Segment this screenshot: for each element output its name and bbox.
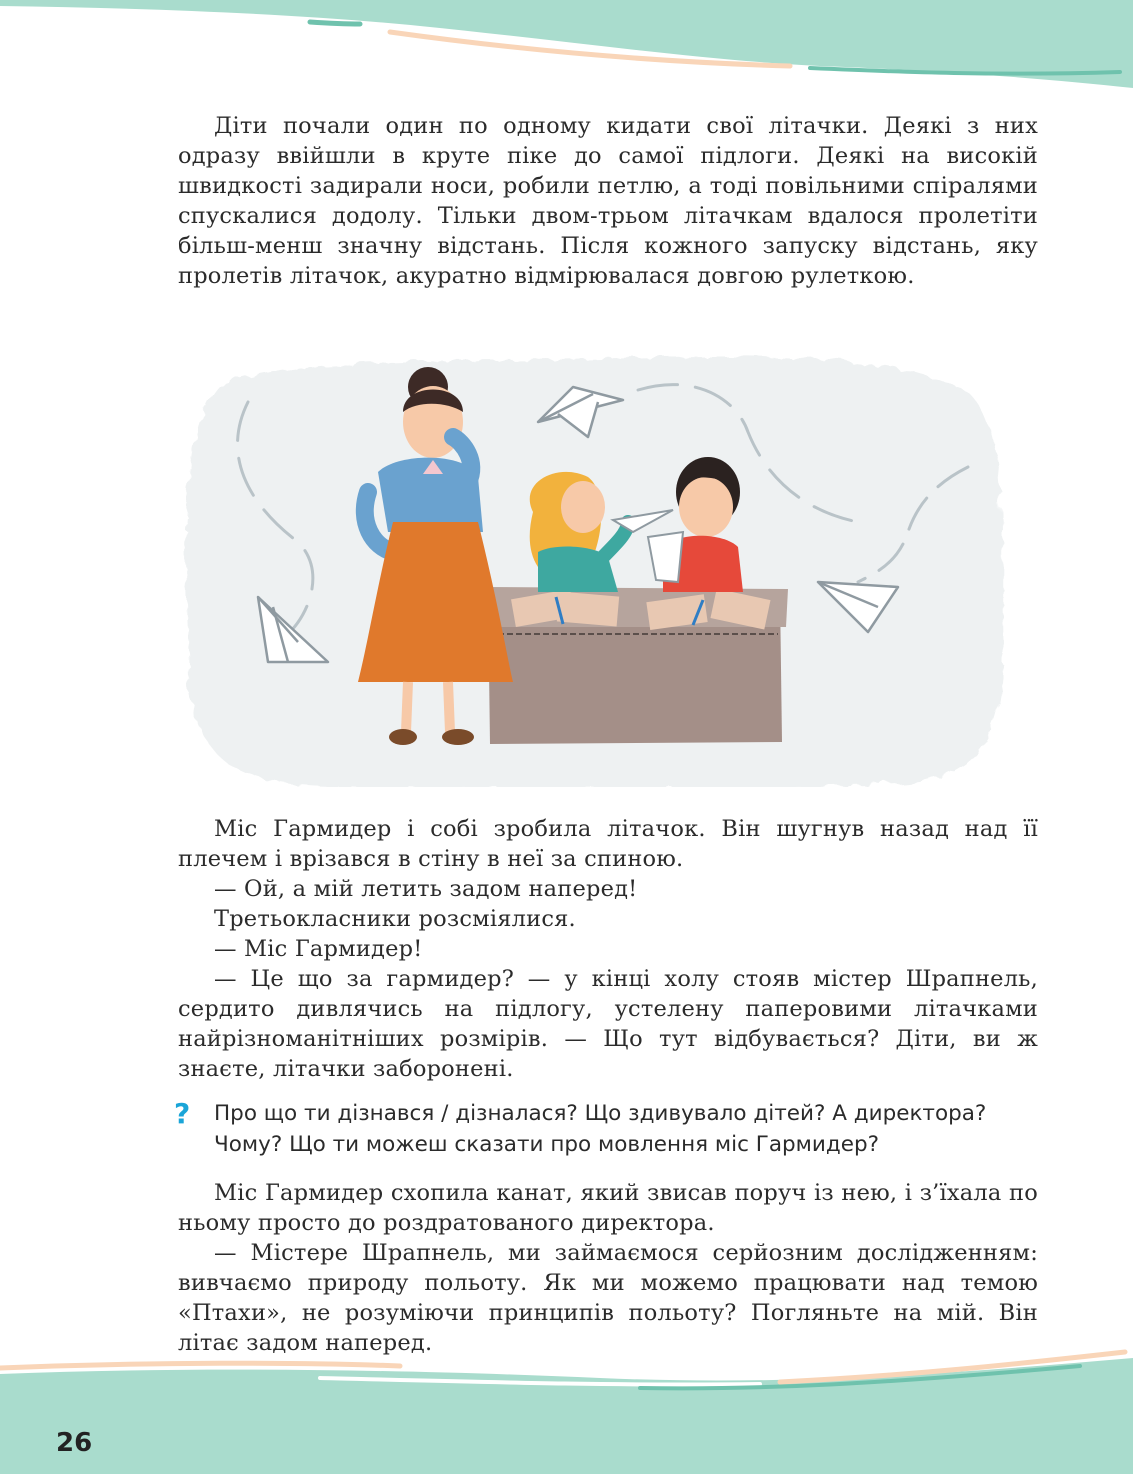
paragraph: — Ой, а мій летить задом наперед! xyxy=(214,876,638,902)
paragraph: — Містере Шрапнель, ми займаємося серйозним дослідженням: вивчаємо природу польоту. Як ми можемо працювати над темою «Птахи», не розуміючи принципів польоту? Погляньте на мій. Він літає задом наперед. xyxy=(178,1240,1038,1356)
paragraph: Третьокласники розсміялися. xyxy=(214,906,576,932)
classroom-illustration xyxy=(178,342,1008,787)
story-text-bottom xyxy=(178,1178,1038,1358)
paragraph: Міс Гармидер схопила канат, який звисав поруч із нею, і з’їхала по ньому просто до роздратованого директора. xyxy=(178,1180,1038,1236)
paragraph: — Міс Гармидер! xyxy=(214,936,423,962)
question-block xyxy=(174,1097,1058,1160)
top-decoration xyxy=(0,0,1133,100)
paragraph: Діти почали один по одному кидати свої літачки. Деякі з них одразу ввійшли в круте піке до самої підлоги. Деякі на високій швидкості задирали носи, робили петлю, а тоді повільними спіралями спускалися додолу. Тільки двом-трьом літачкам вдалося пролетіти більш-менш значну відстань. Після кожного запуску відстань, яку пролетів літачок, акуратно відмірювалася довгою рулеткою. xyxy=(178,113,1038,289)
bottom-decoration xyxy=(0,1344,1133,1474)
paragraph: — Це що за гармидер? — у кінці холу стояв містер Шрапнель, сердито дивлячись на підлогу, устелену паперовими літачками найрізноманітніших розмірів. — Що тут відбувається? Діти, ви ж знаєте, літачки заборонені. xyxy=(178,966,1038,1082)
story-text-top xyxy=(178,111,1038,291)
story-text-middle xyxy=(178,814,1038,1084)
page-number: 26 xyxy=(56,1428,93,1458)
desk xyxy=(483,587,788,744)
question-mark-icon: ? xyxy=(174,1097,191,1130)
paragraph: Міс Гармидер і собі зробила літачок. Він шугнув назад над її плечем і врізався в стіну в неї за спиною. xyxy=(178,816,1038,872)
question-text: Про що ти дізнався / дізналася? Що здивувало дітей? А директора? Чому? Що ти можеш сказати про мовлення міс Гармидер? xyxy=(214,1101,987,1157)
